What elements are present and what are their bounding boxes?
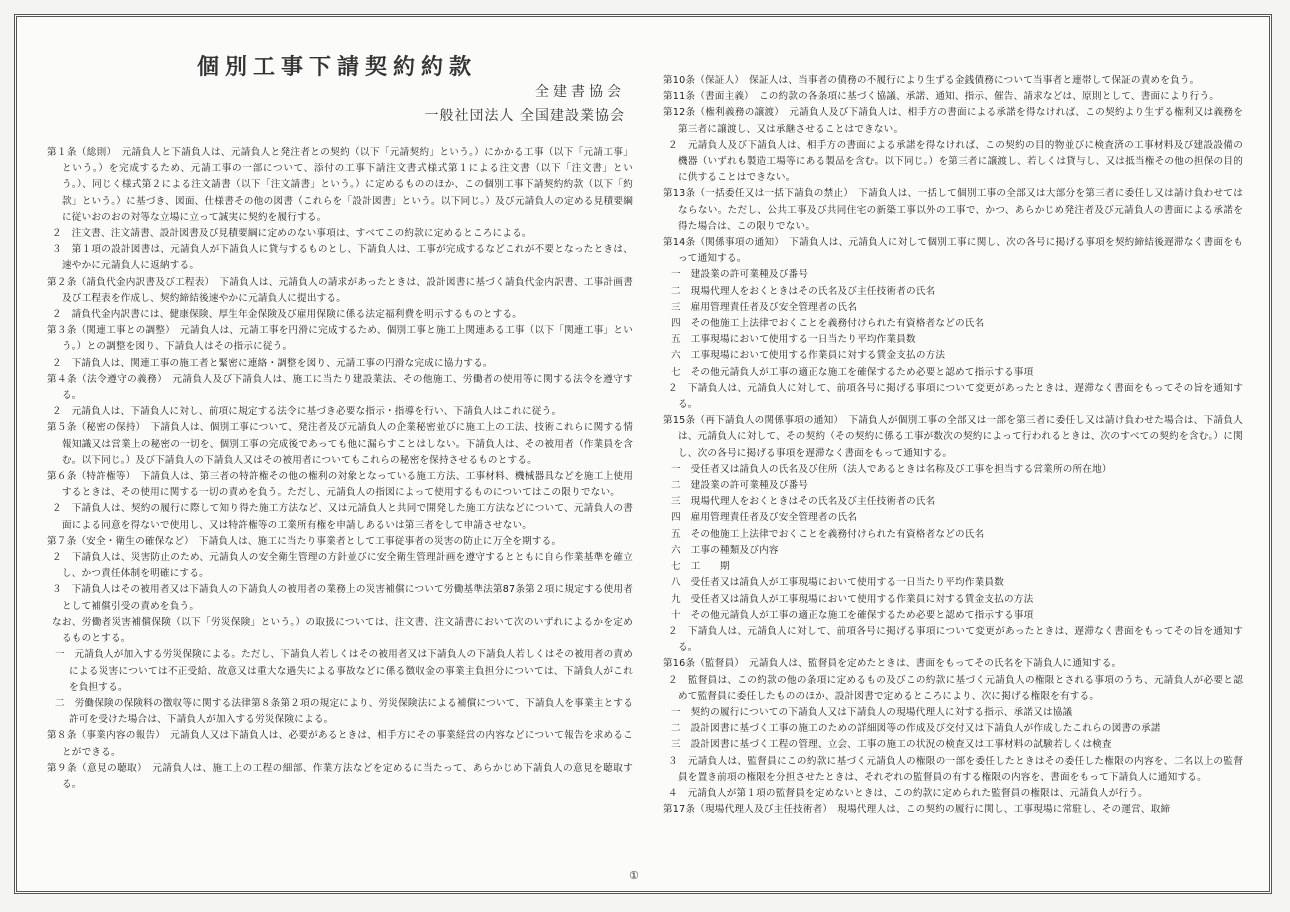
right-column — [663, 17, 1243, 891]
article-paragraph: 第６条（特許権等） 下請負人は、第三者の特許権その他の権利の対象となっている施工方法、工事材料、機械器具などを施工上使用するときは、その使用に関する一切の責めを負う。ただし、元請負人の指図によって使用するものについてはこの限りでない。 — [47, 471, 633, 499]
right-articles — [663, 73, 1243, 818]
article-paragraph: 第１条（総則） 元請負人と下請負人は、元請負人と発注者との契約（以下「元請契約」という。）にかかる工事（以下「元請工事」という。）を完成するため、元請工事の一部について、添付の工事下請注文書式様式第１による注文書（以下「注文書」という。）、同じく様式第２による注文請書（以下「注文請書」という。）に定めるもののほか、この個別工事下請契約約款（以下「約款」という。）に基づき、図面、仕様書その他の図書（これらを「設計図書」という。以下同じ。）及び元請負人の定める見積要綱に従いおのおの対等な立場に立って誠実に契約を履行する。 — [47, 147, 633, 223]
article-paragraph: 第３条（関連工事との調整） 元請負人は、元請工事を円滑に完成するため、個別工事と施工上関連ある工事（以下「関連工事」という。）との調整を図り、下請負人はその指示に従う。 — [47, 325, 633, 353]
list-item: 九 受任者又は請負人が工事現場において使用する作業員に対する賃金支払の方法 — [671, 593, 1034, 605]
article-paragraph: 第５条（秘密の保持） 下請負人は、個別工事について、発注者及び元請負人の企業秘密並びに施工上の工法、技術これらに関する情報知識又は営業上の秘密の一切を、個別工事の完成後であっても他に漏らすことはしない。下請負人は、その被用者（作業員を含む。以下同じ。）及び下請負人の下請負人又はその被用者についてもこれらの秘密を保持させるものとする。 — [47, 422, 633, 466]
sub-paragraph: ２ 請負代金内訳書には、健康保険、厚生年金保険及び雇用保険に係る法定福利費を明示するものとする。 — [52, 309, 523, 321]
list-item: 一 契約の履行についての下請負人又は下請負人の現場代理人に対する指示、承諾又は協議 — [671, 706, 1073, 718]
list-item: 一 受任者又は請負人の氏名及び住所（法人であるときは名称及び工事を担当する営業所の所在地） — [671, 463, 1112, 475]
article-paragraph: 第15条（再下請負人の関係事項の通知） 下請負人が個別工事の全部又は一部を第三者に委任し又は請け負わせた場合は、下請負人は、元請負人に対して、その契約（その契約に係る工事が数次の契約によって行われるときは、次のすべての契約を含む。）に関し、次の各号に掲げる事項を遅滞なく書面をもって通知する。 — [663, 415, 1243, 459]
list-item: 十 その他元請負人が工事の適正な施工を確保するため必要と認めて指示する事項 — [671, 609, 1034, 621]
sub-paragraph: ４ 元請負人が第１項の監督員を定めないときは、この約款に定められた監督員の権限は、元請負人が行う。 — [668, 787, 1148, 799]
list-item: 五 その他施工上法律でおくことを義務付けられた有資格者などの氏名 — [671, 528, 985, 540]
article-paragraph: 第７条（安全・衛生の確保など） 下請負人は、施工に当たり事業者として工事従事者の災害の防止に万全を期する。 — [47, 535, 562, 547]
article-paragraph: 第14条（関係事項の通知） 下請負人は、元請負人に対して個別工事に関し、次の各号に掲げる事項を契約締結後遅滞なく書面をもって通知する。 — [663, 237, 1243, 265]
sub-paragraph: ２ 注文書、注文請書、設計図書及び見積要綱に定めのない事項は、すべてこの約款に定めるところによる。 — [52, 228, 532, 240]
sub-paragraph: ２ 元請負人は、下請負人に対し、前項に規定する法令に基づき必要な指示・指導を行い、下請負人はこれに従う。 — [52, 406, 562, 418]
list-item: 三 設計図書に基づく工程の管理、立会、工事の施工の状況の検査又は工事材料の試験若しくは検査 — [671, 739, 1112, 751]
sub-paragraph: ３ 第１項の設計図書は、元請負人が下請負人に貸与するものとし、下請負人は、工事が完成するなどこれが不要となったときは、速やかに元請負人に返納する。 — [52, 244, 633, 272]
article-paragraph: 第12条（権利義務の譲渡） 元請負人及び下請負人は、相手方の書面による承諾を得なければ、この契約より生ずる権利又は義務を第三者に譲渡し、又は承継させることはできない。 — [663, 107, 1243, 135]
article-paragraph: 第９条（意見の聴取） 元請負人は、施工上の工程の細部、作業方法などを定めるに当たって、あらかじめ下請負人の意見を聴取する。 — [47, 762, 633, 790]
issuer-name: 全建書協会 — [535, 84, 625, 100]
list-item: 二 現場代理人をおくときはその氏名及び主任技術者の氏名 — [671, 285, 936, 297]
sub-paragraph: ２ 下請負人は、契約の履行に際して知り得た施工方法など、又は元請負人と共同で開発した施工方法などについて、元請負人の書面による同意を得ないで使用し、又は特許権等の工業所有権を申請しあるいは第三者をして申請させない。 — [52, 503, 633, 531]
list-item: 七 その他元請負人が工事の適正な施工を確保するため必要と認めて指示する事項 — [671, 366, 1034, 378]
sub-paragraph: ３ 下請負人はその被用者又は下請負人の下請負人の被用者の業務上の災害補償について労働基準法第87条第２項に規定する使用者として補償引受の責めを負う。 — [52, 584, 633, 612]
list-item: 三 現場代理人をおくときはその氏名及び主任技術者の氏名 — [671, 496, 936, 508]
page-number: ① — [629, 869, 639, 882]
sub-paragraph: ２ 下請負人は、関連工事の施工者と緊密に連絡・調整を図り、元請工事の円滑な完成に協力する。 — [52, 357, 493, 369]
list-item: 六 工事現場において使用する作業員に対する賃金支払の方法 — [671, 350, 946, 362]
list-item: 一 元請負人が加入する労災保険による。ただし、下請負人若しくはその被用者又は下請負人の下請負人若しくはその被用者の責めによる災害については不正受給、故意又は重大な過失による事故などに係る徴収金の事業主負担分については、下請負人がこれを負担する。 — [55, 649, 633, 693]
article-paragraph: 第11条（書面主義） この約款の各条項に基づく協議、承諾、通知、指示、催告、請求などは、原則として、書面により行う。 — [663, 91, 1220, 103]
list-item: 四 雇用管理責任者及び安全管理者の氏名 — [671, 512, 858, 524]
list-item: 二 労働保険の保険料の徴収等に関する法律第８条第２項の規定により、労災保険法による補償について、下請負人を事業主とする許可を受けた場合は、下請負人が加入する労災保険による。 — [55, 697, 633, 726]
list-item: 六 工事の種類及び内容 — [671, 544, 779, 556]
list-item: 七 工 期 — [671, 561, 730, 573]
sub-paragraph: ２ 下請負人は、元請負人に対して、前項各号に掲げる事項について変更があったときは、遅滞なく書面をもってその旨を通知する。 — [668, 382, 1243, 411]
left-articles — [47, 145, 633, 793]
list-item: 五 工事現場において使用する一日当たり平均作業員数 — [671, 334, 916, 346]
association-name: 一般社団法人 全国建設業協会 — [424, 108, 625, 124]
article-paragraph: 第17条（現場代理人及び主任技術者） 現場代理人は、この契約の履行に関し、工事現場に常駐し、その運営、取締 — [663, 804, 1171, 816]
list-item: 一 建設業の許可業種及び番号 — [671, 269, 809, 281]
article-paragraph: 第４条（法令遵守の義務） 元請負人及び下請負人は、施工に当たり建設業法、その他施工、労働者の使用等に関する法令を遵守する。 — [47, 373, 633, 402]
article-paragraph: 第10条（保証人） 保証人は、当事者の債務の不履行により生ずる金銭債務について当事者と連帯して保証の責めを負う。 — [663, 75, 1200, 86]
article-paragraph: 第13条（一括委任又は一括下請負の禁止） 下請負人は、一括して個別工事の全部又は大部分を第三者に委任し又は請け負わせてはならない。ただし、公共工事及び共同住宅の新築工事以外の工事で、かつ、あらかじめ発注者及び元請負人の書面による承諾を得た場合は、この限りでない。 — [663, 188, 1243, 232]
title-block — [47, 17, 633, 137]
list-item: 八 受任者又は請負人が工事現場において使用する一日当たり平均作業員数 — [671, 577, 1004, 589]
list-item: 二 建設業の許可業種及び番号 — [671, 480, 809, 492]
contract-sheet — [14, 14, 1272, 894]
sub-paragraph: ２ 元請負人及び下請負人は、相手方の書面による承諾を得なければ、この契約の目的物並びに検査済の工事材料及び建設設備の機器（いずれも製造工場等にある製品を含む。以下同じ。）を第三者に譲渡し、若しくは貸与し、又は抵当権その他の担保の目的に供することはできない。 — [668, 139, 1243, 184]
article-paragraph: 第８条（事業内容の報告） 元請負人又は下請負人は、必要があるときは、相手方にその事業経営の内容などについて報告を求めることができる。 — [47, 730, 633, 758]
sub-paragraph: ２ 下請負人は、元請負人に対して、前項各号に掲げる事項について変更があったときは、遅滞なく書面をもってその旨を通知する。 — [668, 625, 1243, 654]
list-item: 三 雇用管理責任者及び安全管理者の氏名 — [671, 301, 858, 313]
left-column — [47, 17, 633, 891]
list-item: 二 設計図書に基づく工事の施工のための詳細図等の作成及び交付又は下請負人が作成したこれらの図書の承諾 — [671, 723, 1161, 735]
document-title: 個別工事下請契約約款 — [197, 54, 478, 80]
sub-paragraph: なお、労働者災害補償保険（以下「労災保険」という。）の取扱については、注文書、注文請書において次のいずれによるかを定めるものとする。 — [52, 616, 633, 645]
list-item: 四 その他施工上法律でおくことを義務付けられた有資格者などの氏名 — [671, 318, 985, 330]
sub-paragraph: ２ 下請負人は、災害防止のため、元請負人の安全衛生管理の方針並びに安全衛生管理計画を遵守するとともに自ら作業基準を確立し、かつ責任体制を明確にする。 — [52, 552, 633, 580]
sub-paragraph: ２ 監督員は、この約款の他の条項に定めるもの及びこの約款に基づく元請負人の権限とされる事項のうち、元請負人が必要と認めて監督員に委任したもののほか、設計図書で定めるところにより、次に掲げる権限を有する。 — [668, 674, 1243, 702]
article-paragraph: 第２条（請負代金内訳書及び工程表） 下請負人は、元請負人の請求があったときは、設計図書に基づく請負代金内訳書、工事計画書及び工程表を作成し、契約締結後速やかに元請負人に提出する。 — [47, 276, 633, 304]
article-paragraph: 第16条（監督員） 元請負人は、監督員を定めたときは、書面をもってその氏名を下請負人に通知する。 — [663, 658, 1122, 670]
sub-paragraph: ３ 元請負人は、監督員にこの約款に基づく元請負人の権限の一部を委任したときはその委任した権限の内容を、二名以上の監督員を置き前項の権限を分担させたときは、それぞれの監督員の有する権限の内容を、書面をもって下請負人に通知する。 — [668, 755, 1243, 783]
